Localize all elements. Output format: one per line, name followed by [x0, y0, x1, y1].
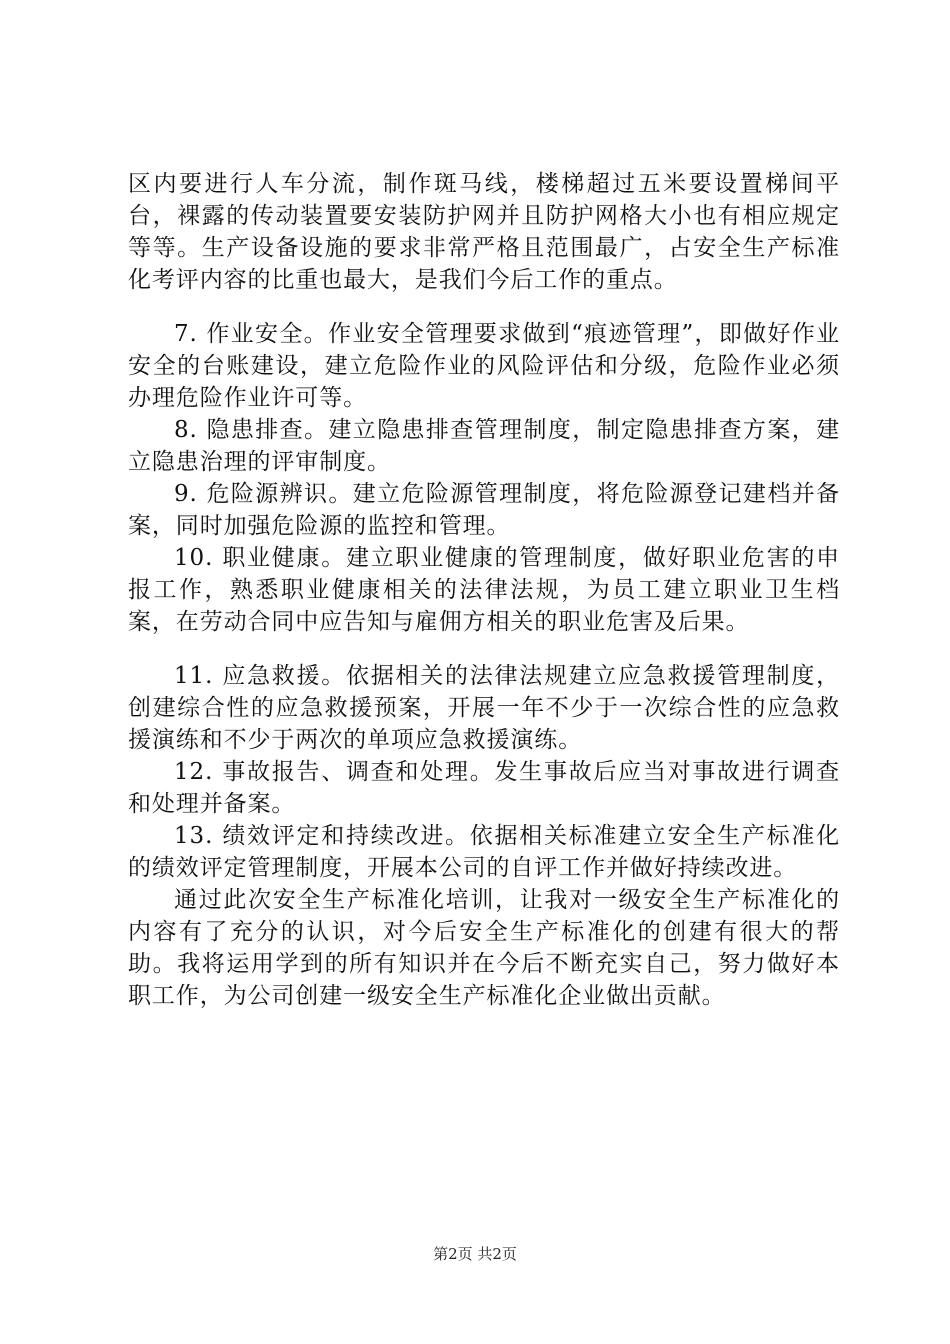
paragraph-hazard-inspection: 8. 隐患排查。建立隐患排查管理制度，制定隐患排查方案，建立隐患治理的评审制度。 — [128, 417, 840, 475]
paragraph-hazard-identification: 9. 危险源辨识。建立危险源管理制度，将危险源登记建档并备案，同时加强危险源的监控和管理。 — [128, 481, 840, 539]
document-body — [128, 168, 840, 1012]
page-number-footer: 第2页 共2页 — [433, 1245, 517, 1263]
paragraph-conclusion: 通过此次安全生产标准化培训，让我对一级安全生产标准化的内容有了充分的认识，对今后安全生产标准化的创建有很大的帮助。我将运用学到的所有知识并在今后不断充实自己，努力做好本职工作，为公司创建一级安全生产标准化企业做出贡献。 — [128, 887, 840, 1009]
paragraph-performance-evaluation: 13. 绩效评定和持续改进。依据相关标准建立安全生产标准化的绩效评定管理制度，开展本公司的自评工作并做好持续改进。 — [128, 823, 840, 881]
paragraph-emergency-rescue: 11. 应急救援。依据相关的法律法规建立应急救援管理制度，创建综合性的应急救援预案，开展一年不少于一次综合性的应急救援演练和不少于两次的单项应急救援演练。 — [128, 663, 840, 753]
paragraph-occupational-health: 10. 职业健康。建立职业健康的管理制度，做好职业危害的申报工作，熟悉职业健康相关的法律法规，为员工建立职业卫生档案，在劳动合同中应告知与雇佣方相关的职业危害及后果。 — [128, 545, 840, 635]
paragraph-accident-report: 12. 事故报告、调查和处理。发生事故后应当对事故进行调查和处理并备案。 — [128, 759, 840, 817]
paragraph-work-safety: 7. 作业安全。作业安全管理要求做到“痕迹管理”，即做好作业安全的台账建设，建立危险作业的风险评估和分级，危险作业必须办理危险作业许可等。 — [128, 321, 840, 411]
paragraph-equipment-continued: 区内要进行人车分流，制作斑马线，楼梯超过五米要设置梯间平台，裸露的传动装置要安装防护网并且防护网格大小也有相应规定等等。生产设备设施的要求非常严格且范围最广，占安全生产标准化考评内容的比重也最大，是我们今后工作的重点。 — [128, 171, 840, 293]
